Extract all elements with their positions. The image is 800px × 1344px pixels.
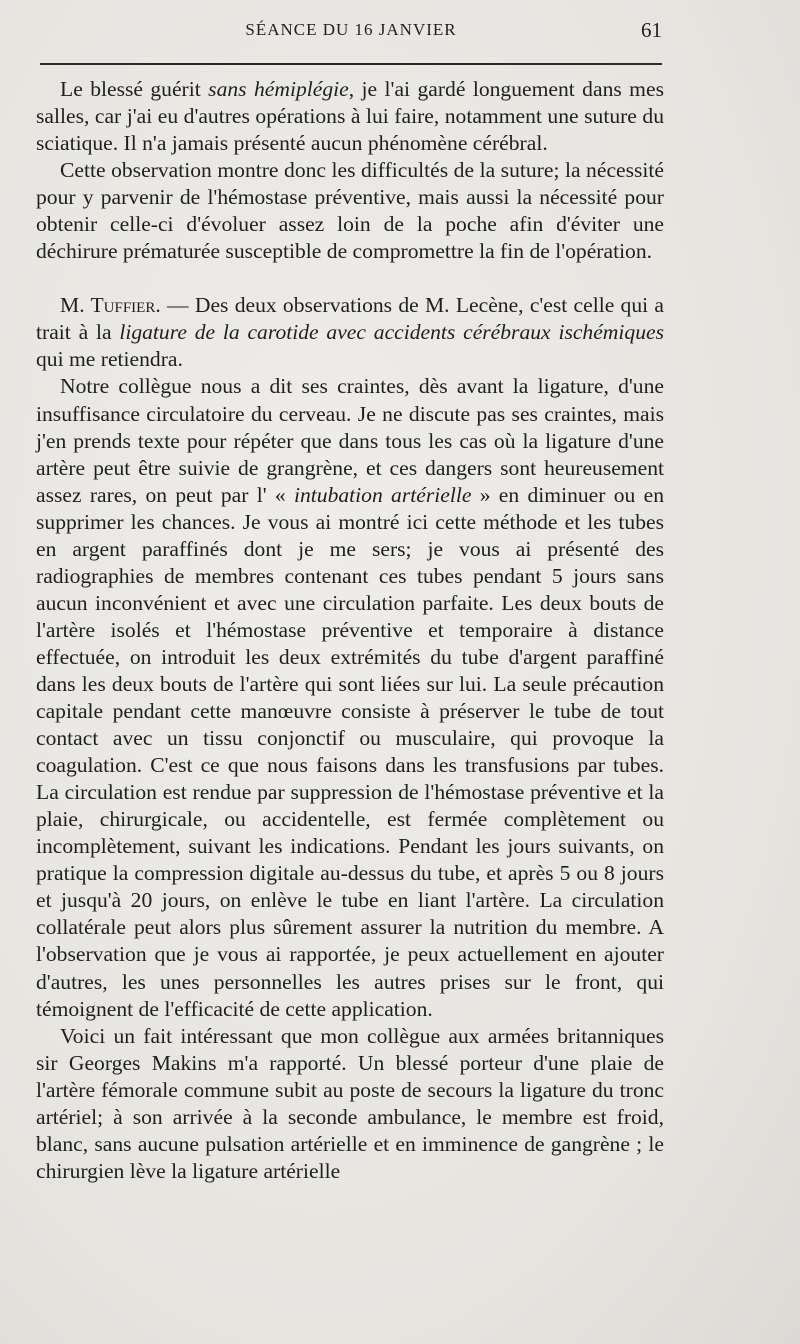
paragraph-2: Cette observation montre donc les difficultés de la suture; la nécessité pour y parvenir de l'hémostase préventive, mais aussi la nécessité pour obtenir celle-ci d'évoluer assez loin de la poche afin d'éviter une déchirure prématurée susceptible de compromettre la fin de l'opération. — [36, 158, 664, 264]
p3-before: — Des deux observations de M. Lecène, c'est celle qui a trait à la — [36, 293, 664, 345]
paragraph-5: Voici un fait intéressant que mon collègue aux armées britanniques sir Georges Makins m'a rapporté. Un blessé porteur d'une plaie de l'artère fémorale commune subit au poste de secours la ligature du tronc artériel; à son arrivée à la seconde ambulance, le membre est froid, blanc, sans aucune pulsation artérielle et en imminence de gangrène ; le chirurgien lève la ligature artérielle — [36, 1023, 664, 1183]
paragraph-3 — [36, 292, 664, 373]
p3-emphasis: ligature de la carotide avec accidents cérébraux ischémiques — [119, 320, 664, 345]
p1-after: , je l'ai gardé longuement dans mes salles, car j'ai eu d'autres opérations à lui faire, notamment une suture du sciatique. Il n'a jamais présenté aucun phénomène cérébral. — [36, 77, 664, 156]
paragraph-4 — [36, 373, 664, 1022]
page-number: 61 — [641, 18, 662, 42]
header-rule — [40, 63, 662, 65]
p4-before: Notre collègue nous a dit ses craintes, dès avant la ligature, d'une insuffisance circulatoire du cerveau. Je ne discute pas ses craintes, mais j'en prends texte pour répéter que dans tous les cas où la ligature d'une artère peut être suivie de grangrène, et ces dangers sont heureusement assez rares, on peut par l' « — [36, 374, 664, 507]
page-header — [40, 18, 662, 48]
body-text — [36, 76, 664, 1185]
running-head: SÉANCE DU 16 JANVIER — [245, 20, 457, 39]
p1-emphasis: sans hémiplégie — [208, 77, 349, 101]
p3-after: qui me retiendra. — [36, 347, 183, 372]
p4-emphasis: intubation artérielle — [293, 482, 472, 507]
paragraph-1 — [36, 76, 664, 157]
speaker-name: M. Tuffier. — [60, 293, 161, 318]
p1-before: Le blessé guérit — [60, 77, 209, 101]
p4-after: » en diminuer ou en supprimer les chances. Je vous ai montré ici cette méthode et les tubes en argent paraffinés dont je me sers; je vous ai présenté des radiographies de membres contenant ces tubes pendant 5 jours sans aucun inconvénient et avec une circulation parfaite. Les deux bouts de l'artère isolés et l'hémostase préventive et temporaire à distance effectuée, on introduit les deux extrémités du tube d'argent paraffiné dans les deux bouts de l'artère qui sont liées sur lui. La seule précaution capitale pendant cette manœuvre consiste à préserver le tube de tout contact avec un tissu conjonctif ou musculaire, qui provoque la coagulation. C'est ce que nous faisons dans les transfusions par tubes. La circulation est rendue par suppression de l'hémostase préventive et la plaie, chirurgicale, ou accidentelle, est fermée complètement ou incomplètement, suivant les indications. Pendant les jours suivants, on pratique la compression digitale au-dessus du tube, et après 5 ou 8 jours et jusqu'à 20 jours, on enlève le tube en liant l'artère. La circulation collatérale peut alors plus sûrement assurer la nutrition du membre. A l'observation que je vous ai rapportée, je peux actuellement en ajouter d'autres, les unes personnelles les autres prises sur le front, qui témoignent de l'efficacité de cette application. — [36, 482, 664, 1021]
